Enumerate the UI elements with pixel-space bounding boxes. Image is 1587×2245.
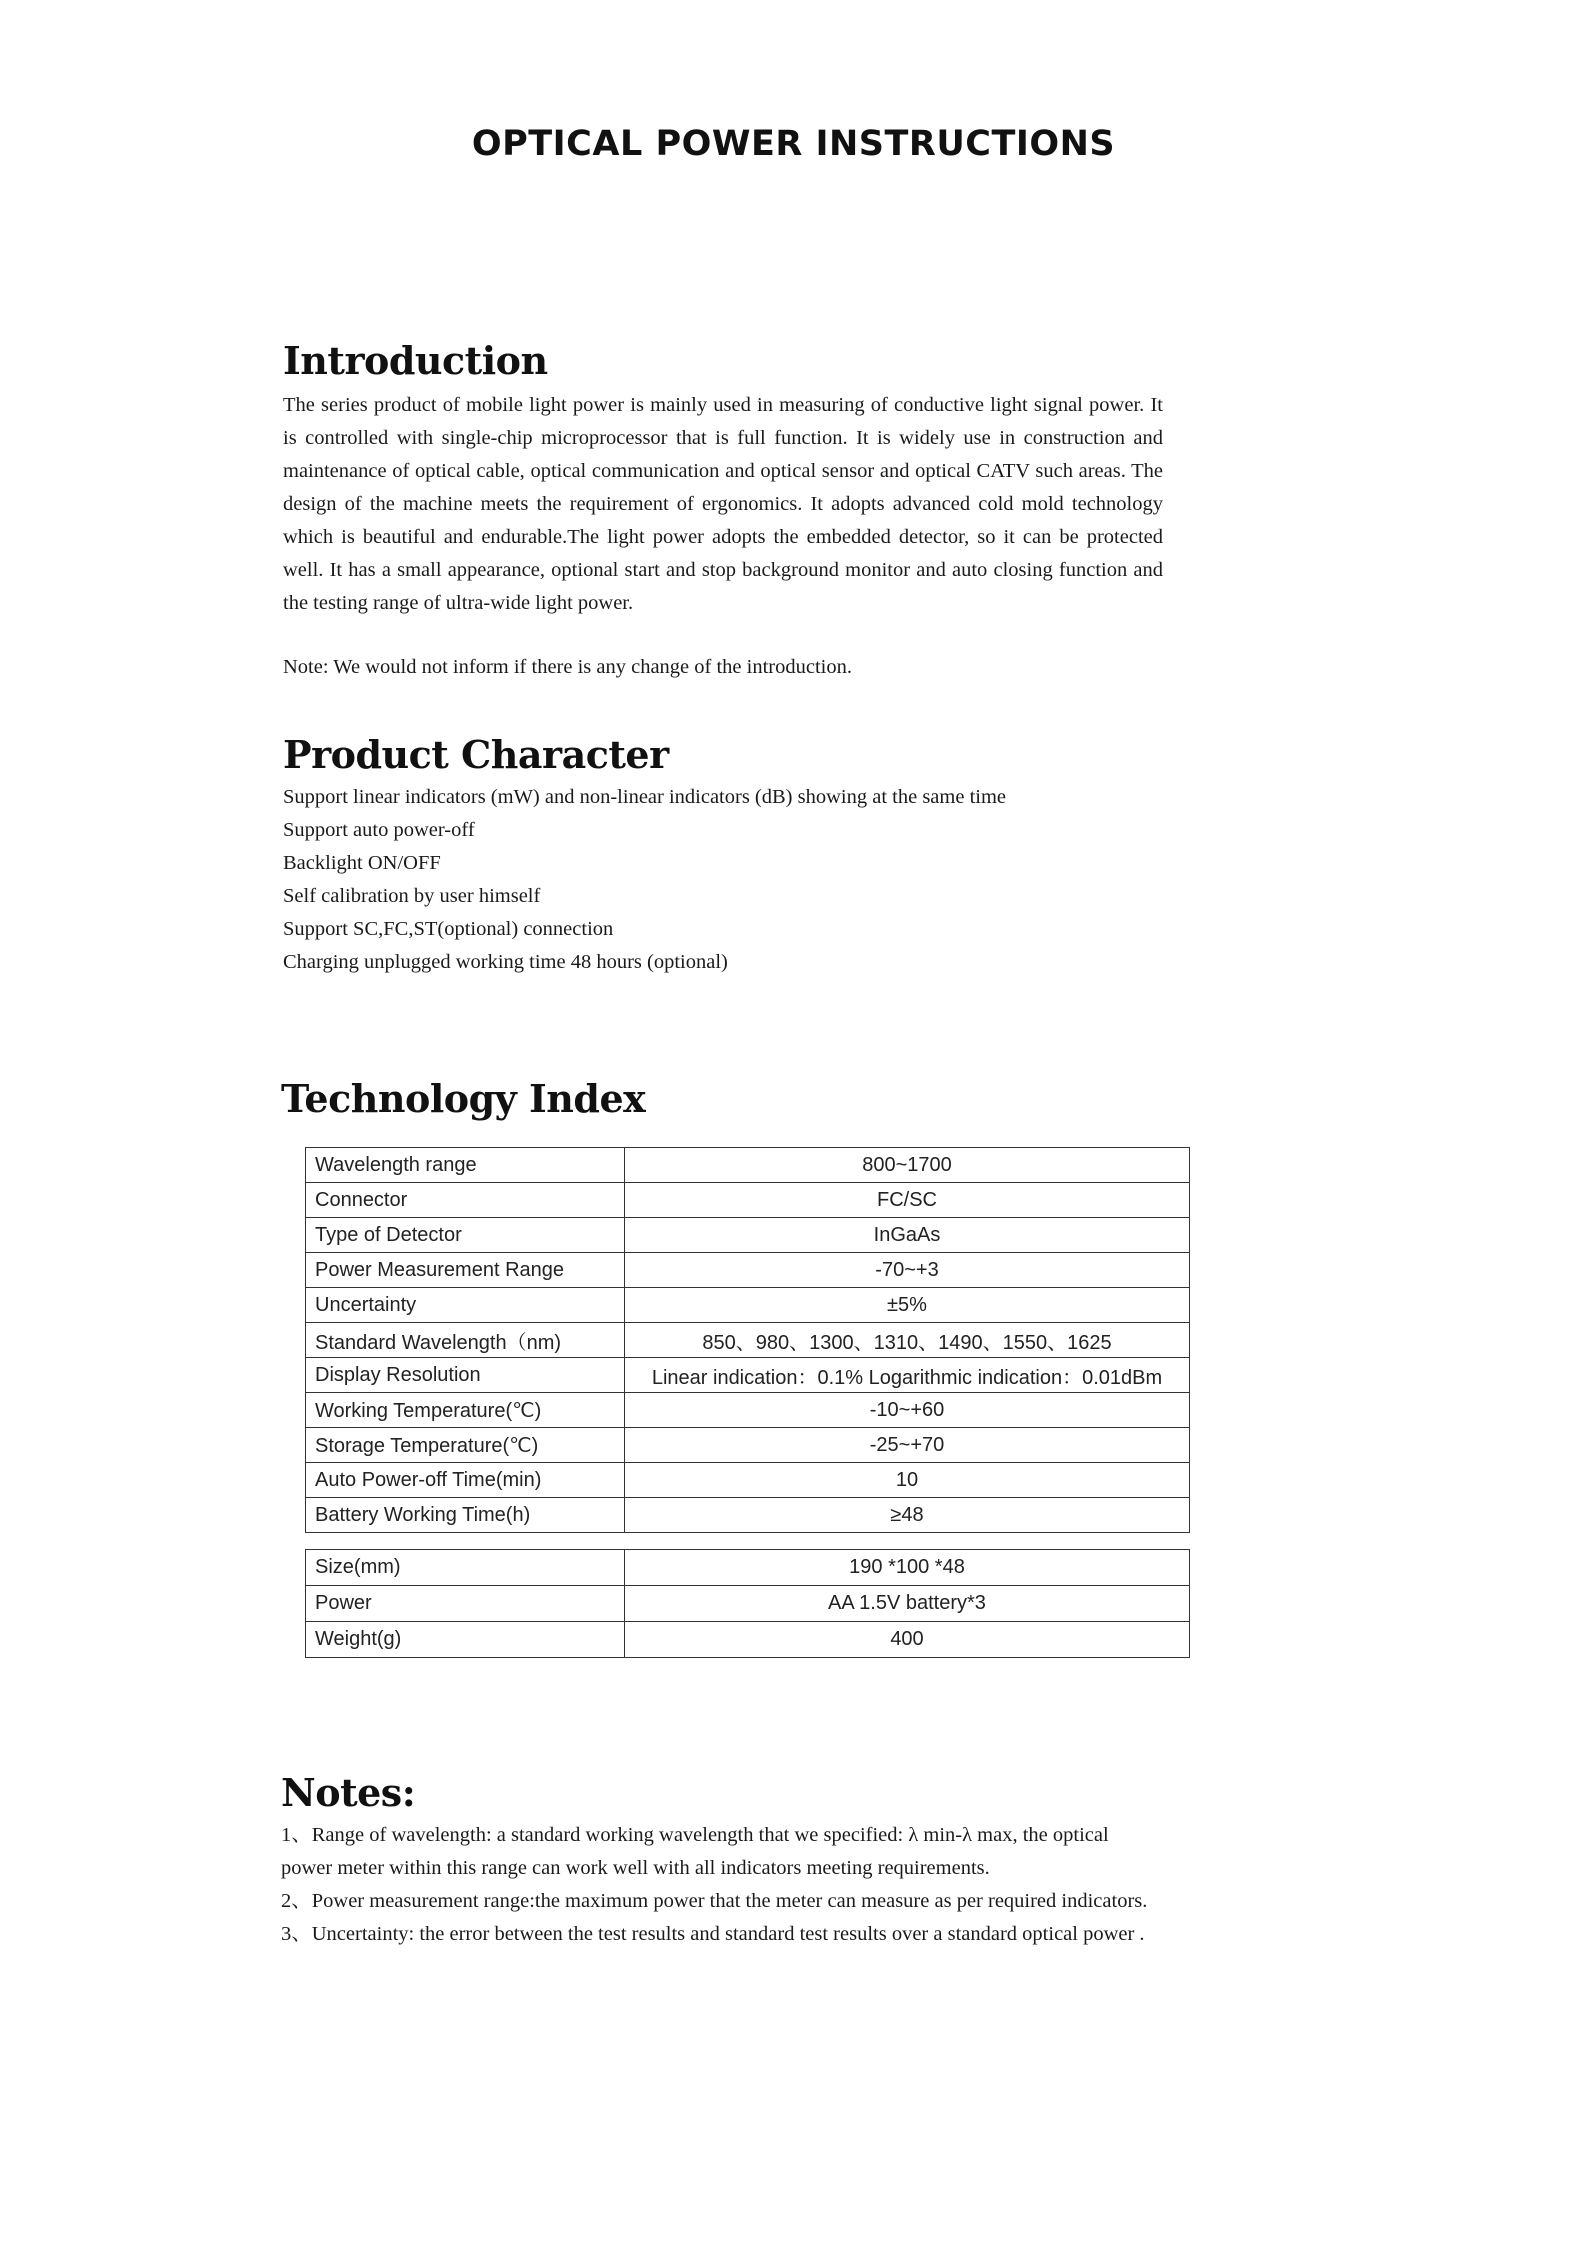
technology-index-heading: Technology Index [281, 1076, 646, 1121]
introduction-heading: Introduction [283, 338, 548, 383]
table-row [306, 1622, 1190, 1658]
table-row [306, 1428, 1190, 1463]
spec-label: Working Temperature(℃) [306, 1393, 625, 1428]
introduction-note: Note: We would not inform if there is any change of the introduction. [283, 656, 852, 678]
table-row [306, 1586, 1190, 1622]
list-item: Charging unplugged working time 48 hours (optional) [283, 951, 728, 973]
spec-label: Auto Power-off Time(min) [306, 1463, 625, 1498]
spec-label: Standard Wavelength（nm) [306, 1323, 625, 1358]
notes-section [281, 1770, 1161, 1951]
spec-value: 190 *100 *48 [625, 1550, 1190, 1586]
spec-label: Power Measurement Range [306, 1253, 625, 1288]
list-item: Backlight ON/OFF [283, 852, 441, 874]
list-item: Support linear indicators (mW) and non-linear indicators (dB) showing at the same time [283, 786, 1007, 808]
spec-value: AA 1.5V battery*3 [625, 1586, 1190, 1622]
table-row [306, 1550, 1190, 1586]
product-character-heading: Product Character [283, 732, 669, 777]
spec-value: -10~+60 [625, 1393, 1190, 1428]
table-row [306, 1253, 1190, 1288]
spec-value: 850、980、1300、1310、1490、1550、1625 [625, 1323, 1190, 1358]
spec-value: 800~1700 [625, 1148, 1190, 1183]
list-item: 3、Uncertainty: the error between the test results and standard test results over a standard optical power . [281, 1923, 1145, 1945]
table-row [306, 1358, 1190, 1393]
product-character-section [283, 732, 1163, 979]
table-row [306, 1183, 1190, 1218]
spec-label: Battery Working Time(h) [306, 1498, 625, 1533]
list-item: Support auto power-off [283, 819, 475, 841]
table-row [306, 1463, 1190, 1498]
spec-label: Uncertainty [306, 1288, 625, 1323]
spec-table [305, 1147, 1190, 1533]
spec-label: Type of Detector [306, 1218, 625, 1253]
introduction-section [283, 338, 1163, 684]
spec-value: Linear indication：0.1% Logarithmic indication：0.01dBm [625, 1358, 1190, 1393]
list-item: Support SC,FC,ST(optional) connection [283, 918, 614, 940]
spec-value: ±5% [625, 1288, 1190, 1323]
notes-list [281, 1819, 1161, 1951]
list-item: 1、Range of wavelength: a standard working wavelength that we specified: λ min-λ max, the optical power meter within this range can work well with all indicators meeting requirements. [281, 1824, 1109, 1879]
table-row [306, 1498, 1190, 1533]
spec-label: Size(mm) [306, 1550, 625, 1586]
spec-label: Display Resolution [306, 1358, 625, 1393]
list-item: Self calibration by user himself [283, 885, 541, 907]
spec-value: 400 [625, 1622, 1190, 1658]
table-row [306, 1393, 1190, 1428]
spec-value: FC/SC [625, 1183, 1190, 1218]
spec-label: Connector [306, 1183, 625, 1218]
introduction-body: The series product of mobile light power is mainly used in measuring of conductive light signal power. It is controlled with single-chip microprocessor that is full function. It is widely use in construction and maintenance of optical cable, optical communication and optical sensor and optical CATV such areas. The design of the machine meets the requirement of ergonomics. It adopts advanced cold mold technology which is beautiful and endurable.The light power adopts the embedded detector, so it can be protected well. It has a small appearance, optional start and stop background monitor and auto closing function and the testing range of ultra-wide light power. [283, 394, 1163, 614]
spec-value: -25~+70 [625, 1428, 1190, 1463]
spec-value: ≥48 [625, 1498, 1190, 1533]
document-title: OPTICAL POWER INSTRUCTIONS [471, 124, 1116, 164]
spec-value: -70~+3 [625, 1253, 1190, 1288]
table-row [306, 1148, 1190, 1183]
table-row [306, 1323, 1190, 1358]
spec-label: Storage Temperature(℃) [306, 1428, 625, 1463]
list-item: 2、Power measurement range:the maximum power that the meter can measure as per required indicators. [281, 1890, 1148, 1912]
spec-table-physical [305, 1549, 1190, 1658]
spec-label: Wavelength range [306, 1148, 625, 1183]
table-row [306, 1288, 1190, 1323]
table-row [306, 1218, 1190, 1253]
spec-value: InGaAs [625, 1218, 1190, 1253]
product-character-list [283, 781, 1163, 979]
spec-label: Weight(g) [306, 1622, 625, 1658]
spec-value: 10 [625, 1463, 1190, 1498]
spec-label: Power [306, 1586, 625, 1622]
technology-index-section [281, 1076, 1161, 1121]
notes-heading: Notes: [281, 1770, 416, 1815]
